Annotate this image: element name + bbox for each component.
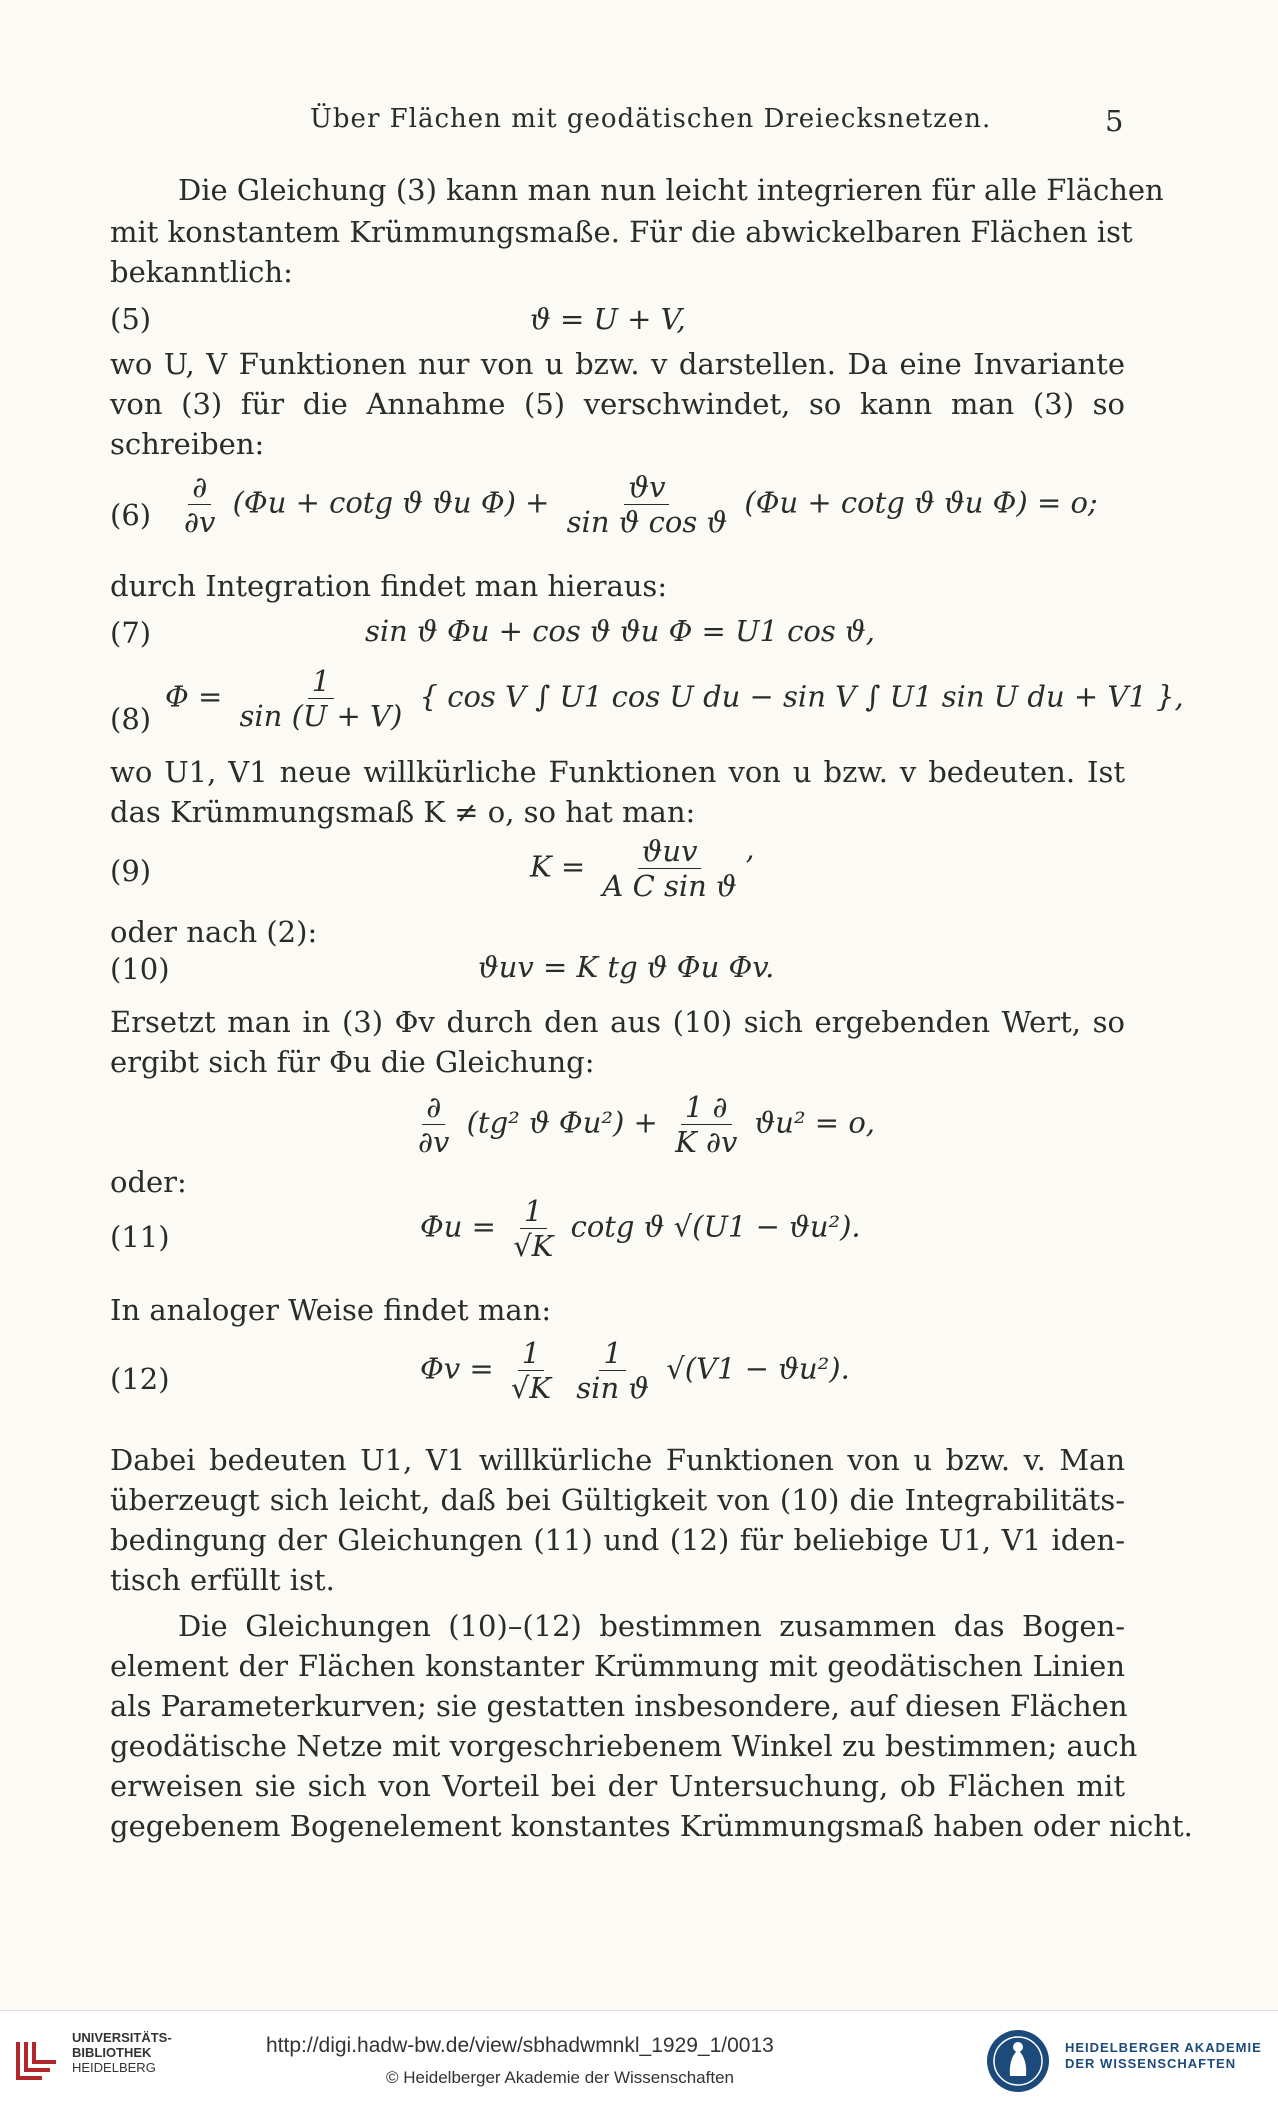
equation-6 bbox=[176, 470, 1098, 539]
equation-number-5: (5) bbox=[110, 302, 152, 336]
eq6-term1: (Φu + cotg ϑ ϑu Φ) + bbox=[232, 485, 550, 520]
eq8-body: { cos V ∫ U1 cos U du − sin V ∫ U1 sin U du + V1 }, bbox=[419, 679, 1184, 714]
para6-line1: Die Gleichungen (10)–(12) bestimmen zusammen das Bogen- bbox=[178, 1609, 1125, 1643]
equation-8 bbox=[165, 664, 1184, 733]
eq9-tail: ’ bbox=[744, 849, 754, 884]
eq9-lhs: K = bbox=[530, 849, 586, 884]
equation-5: ϑ = U + V, bbox=[530, 302, 686, 336]
equation-7: sin ϑ Φu + cos ϑ ϑu Φ = U1 cos ϑ, bbox=[365, 614, 875, 648]
para2-line2: von (3) für die Annahme (5) verschwindet, so kann man (3) so bbox=[110, 387, 1125, 421]
oder-line: oder: bbox=[110, 1165, 187, 1199]
para5-line2: überzeugt sich leicht, daß bei Gültigkeit von (10) die Integrabilitäts- bbox=[110, 1483, 1125, 1517]
equation-number-10: (10) bbox=[110, 952, 170, 986]
para4-line1: Ersetzt man in (3) Φv durch den aus (10) sich ergebenden Wert, so bbox=[110, 1005, 1125, 1039]
oder-nach-line: oder nach (2): bbox=[110, 915, 318, 949]
equation-number-12: (12) bbox=[110, 1362, 170, 1396]
para1-line1: Die Gleichung (3) kann man nun leicht integrieren für alle Flächen bbox=[178, 173, 1164, 207]
eq6-derivative: $\frac{\partial}{\partial v}$ bbox=[184, 470, 216, 539]
academy-name: HEIDELBERGER AKADEMIE DER WISSENSCHAFTEN bbox=[1065, 2040, 1262, 2071]
para2-line3: schreiben: bbox=[110, 427, 265, 461]
eq8-lhs: Φ = bbox=[165, 679, 223, 714]
eq11-lhs: Φu = bbox=[420, 1209, 496, 1244]
para5-line1: Dabei bedeuten U1, V1 willkürliche Funktionen von u bzw. v. Man bbox=[110, 1443, 1125, 1477]
university-library-logo-icon bbox=[12, 2034, 62, 2084]
equation-unnumbered bbox=[410, 1090, 875, 1159]
eq11-fraction: $\frac{1}{√K}$ bbox=[513, 1194, 554, 1263]
eq12-fraction-1: $\frac{1}{√K}$ bbox=[510, 1336, 552, 1405]
eq12-lhs: Φv = bbox=[420, 1351, 494, 1386]
academy-seal-icon bbox=[985, 2028, 1051, 2094]
para5-line3: bedingung der Gleichungen (11) und (12) für beliebige U1, V1 iden- bbox=[110, 1523, 1125, 1557]
eq6-fraction: $\frac{ϑv}{\text{sin ϑ cos ϑ}}$ bbox=[566, 470, 728, 539]
para3-line1: wo U1, V1 neue willkürliche Funktionen von u bzw. v bedeuten. Ist bbox=[110, 755, 1125, 789]
copyright-notice: © Heidelberger Akademie der Wissenschaften bbox=[386, 2068, 734, 2087]
equation-number-6: (6) bbox=[110, 498, 152, 532]
para6-line2: element der Flächen konstanter Krümmung mit geodätischen Linien bbox=[110, 1649, 1125, 1683]
page-number: 5 bbox=[1105, 104, 1124, 138]
source-url-link[interactable]: http://digi.hadw-bw.de/view/sbhadwmnkl_1929_1/0013 bbox=[266, 2034, 774, 2057]
equation-number-8: (8) bbox=[110, 702, 152, 736]
para4-line2: ergibt sich für Φu die Gleichung: bbox=[110, 1045, 595, 1079]
eq12-tail: √(V1 − ϑu²). bbox=[666, 1351, 850, 1386]
para6-line3: als Parameterkurven; sie gestatten insbesondere, auf diesen Flächen bbox=[110, 1689, 1128, 1723]
equn-term1: (tg² ϑ Φu²) + bbox=[466, 1105, 658, 1140]
para2-line1: wo U, V Funktionen nur von u bzw. v darstellen. Da eine Invariante bbox=[110, 347, 1125, 381]
eq8-fraction: $\frac{1}{\sin (U + V)}$ bbox=[239, 664, 403, 733]
equn-derivative: $\frac{\partial}{\partial v}$ bbox=[418, 1090, 450, 1159]
para6-line4: geodätische Netze mit vorgeschriebenem Winkel zu bestimmen; auch bbox=[110, 1729, 1138, 1763]
integration-line: durch Integration findet man hieraus: bbox=[110, 569, 668, 603]
eq12-fraction-2: $\frac{1}{\text{sin ϑ}}$ bbox=[576, 1336, 650, 1405]
equation-9 bbox=[530, 834, 754, 903]
para6-line6: gegebenem Bogenelement konstantes Krümmungsmaß haben oder nicht. bbox=[110, 1809, 1193, 1843]
para1-line3: bekanntlich: bbox=[110, 255, 293, 289]
running-title: Über Flächen mit geodätischen Dreiecksnetzen. bbox=[310, 104, 992, 134]
eq11-tail: cotg ϑ √(U1 − ϑu²). bbox=[570, 1209, 861, 1244]
para3-line2: das Krümmungsmaß K ≠ o, so hat man: bbox=[110, 795, 696, 829]
equation-12 bbox=[420, 1336, 850, 1405]
equation-number-7: (7) bbox=[110, 616, 152, 650]
equn-term2: ϑu² = o, bbox=[754, 1105, 875, 1140]
eq9-fraction: $\frac{\text{ϑuv}}{\text{A C sin ϑ}}$ bbox=[602, 834, 737, 903]
equation-10: ϑuv = K tg ϑ Φu Φv. bbox=[478, 950, 775, 984]
para6-line5: erweisen sie sich von Vorteil bei der Untersuchung, ob Flächen mit bbox=[110, 1769, 1125, 1803]
equn-fraction: $\frac{1 \partial}{K \partial v}$ bbox=[675, 1090, 738, 1159]
equation-number-11: (11) bbox=[110, 1220, 170, 1254]
para5-line4: tisch erfüllt ist. bbox=[110, 1563, 335, 1597]
university-library-name: UNIVERSITÄTS- BIBLIOTHEK HEIDELBERG bbox=[72, 2030, 172, 2075]
equation-11 bbox=[420, 1194, 861, 1263]
analog-line: In analoger Weise findet man: bbox=[110, 1293, 552, 1327]
para1-line2: mit konstantem Krümmungsmaße. Für die abwickelbaren Flächen ist bbox=[110, 215, 1133, 249]
eq6-term2: (Φu + cotg ϑ ϑu Φ) = o; bbox=[744, 485, 1098, 520]
equation-number-9: (9) bbox=[110, 854, 152, 888]
